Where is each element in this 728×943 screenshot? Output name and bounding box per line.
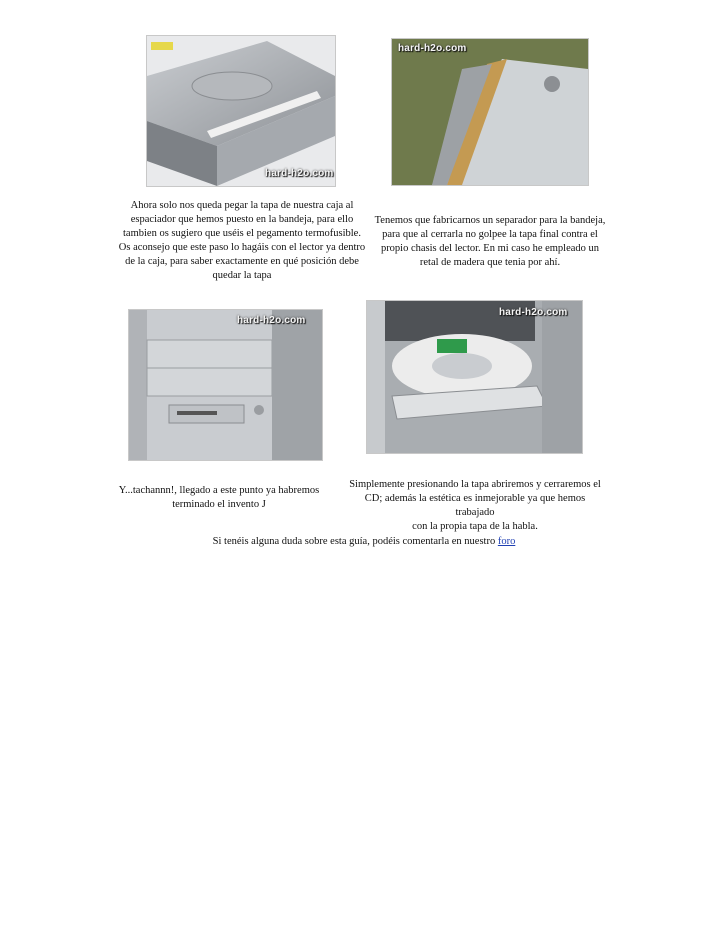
watermark: hard-h2o.com: [237, 315, 306, 326]
pc-case-closed-illustration: [129, 310, 322, 460]
pc-case-closed-photo: [128, 309, 323, 461]
watermark: hard-h2o.com: [499, 307, 568, 318]
caption-glue-lid: Ahora solo nos queda pegar la tapa de nuestra caja al espaciador que hemos puesto en la bandeja, para ello tambien os sugiero que uséis el pegamento termofusible. Os aconsejo que este paso lo hagáis con el lector ya dentro de la caja, para saber exactamente en qué posición debe quedar la tapa: [118, 200, 366, 281]
forum-link[interactable]: foro: [497, 536, 516, 547]
caption-spacer: Tenemos que fabricarnos un separador para la bandeja, para que al cerrarla no golpee la tapa final contra el propio chasis del lector. En mi caso he empleado un retal de madera que tenia por ahí.: [374, 215, 606, 268]
pc-case-open-tray-illustration: [367, 301, 582, 453]
drive-tray-illustration: [147, 36, 335, 186]
watermark: hard-h2o.com: [265, 168, 334, 179]
wooden-spacer-photo: [391, 38, 589, 186]
caption-press-lid: Simplemente presionando la tapa abriremos y cerraremos el CD; además la estética es inmejorable ya que hemos trabajado con la propia tapa de la habla.: [349, 479, 601, 532]
watermark: hard-h2o.com: [398, 43, 467, 54]
pc-case-open-tray-photo: [366, 300, 583, 454]
drive-tray-photo: [146, 35, 336, 187]
forum-footer: Si tenéis alguna duda sobre esta guía, podéis comentarla en nuestro foro: [212, 536, 516, 547]
caption-finished: Y...tachannn!, llegado a este punto ya habremos terminado el invento J: [118, 485, 320, 510]
wooden-spacer-illustration: [392, 39, 588, 185]
